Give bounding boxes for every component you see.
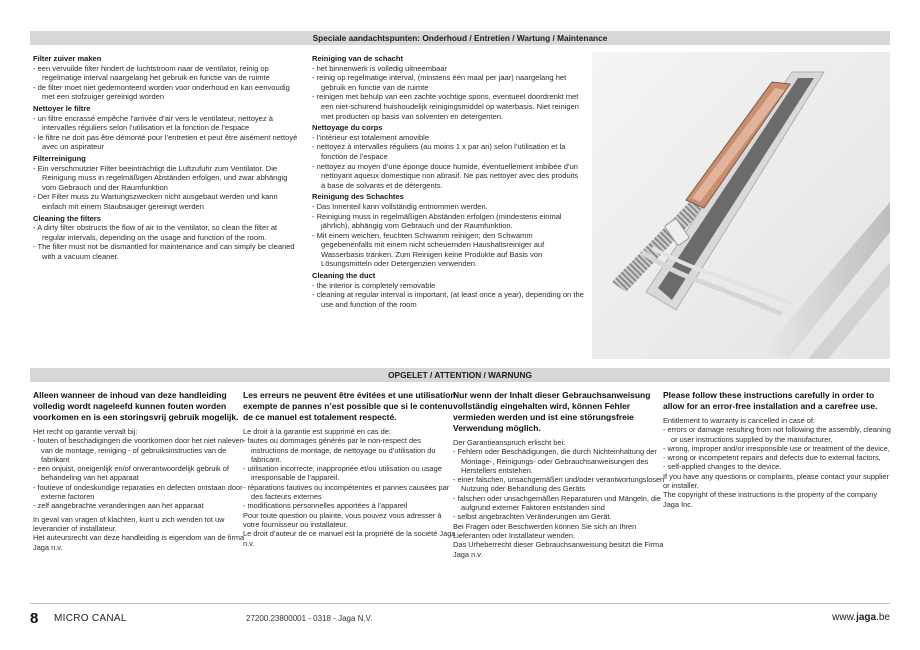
section-heading: Cleaning the duct <box>312 271 376 281</box>
list-item: - Das Innenteil kann vollständig entnommen werden. <box>312 201 488 211</box>
warning-heading: Nur wenn der Inhalt dieser Gebrauchsanweisung vollständig eingehalten wird, können Fehler vermieden werden und ist eine störungsfreie Verwendung möglich. <box>453 390 651 433</box>
list-item: - wrong or incompetent repairs and defects due to external factors, <box>663 453 881 463</box>
list-item: - reinig op regelmatige interval, (minstens één maal per jaar) naargelang het gebruik en functie van de ruimte <box>312 73 567 92</box>
contact-note: If you have any questions or complaints, please contact your supplier or installer. <box>663 471 889 491</box>
list-item: - modifications personnelles apportées à l’appareil <box>243 501 408 511</box>
site-prefix: www. <box>832 612 857 623</box>
warranty-intro: Le droit à la garantie est supprimé en cas de: <box>243 427 391 436</box>
warranty-intro: Het recht op garantie vervalt bij: <box>33 427 138 436</box>
list-item: - cleaning at regular interval is important, (at least once a year), depending on the use and function of the room <box>312 290 584 309</box>
website-link[interactable] <box>832 612 890 623</box>
section-heading: Reiniging van de schacht <box>312 54 404 63</box>
page-number: 8 <box>30 610 39 627</box>
list-item: - Ein verschmutzter Filter beeinträchtigt die Luftzufuhr zum Ventilator. Die Reinigung muss in regelmäßigen Abständen erfolgen, und zwar abhängig vom Gebrauch und der Raumfunktion <box>33 163 288 192</box>
maintenance-column-left <box>33 54 299 261</box>
list-item: - Fehlern oder Beschädigungen, die durch Nichteinhaltung der Montage-, Reinigungs- oder Gebrauchsanweisungen des Herstellers entstehen. <box>453 447 657 475</box>
list-item: - the interior is completely removable <box>312 280 436 290</box>
copyright-note: Le droit d’auteur de ce manuel est la propriété de la société Jaga n.v. <box>243 529 456 548</box>
list-item: - reinigen met behulp van een zachte vochtige spons, eventueel doordrenkt met een niet-schurend huishoudelijk reinigingsmiddel op waterbasis. Niet reinigen met producten op basis van solventen en detergenten. <box>312 92 580 121</box>
contact-note: Bei Fragen oder Beschwerden können Sie sich an Ihren Lieferanten oder Installateur wenden. <box>453 521 637 540</box>
trench-heater-photo <box>592 52 890 359</box>
warning-section-title: OPGELET / ATTENTION / WARNUNG <box>30 368 890 382</box>
list-item: - een onjuist, oneigenlijk en/of onverantwoordelijk gebruik of behandeling van het apparaat <box>33 464 229 483</box>
list-item: - le filtre ne doit pas être démonté pour l’entretien et peut être aisément nettoyé avec un aspirateur <box>33 132 298 152</box>
maintenance-column-right <box>312 54 584 309</box>
warning-heading: Please follow these instructions carefully in order to allow for an error-free installation and a carefree use. <box>663 390 878 411</box>
warning-column-nl <box>33 390 248 552</box>
warning-heading: Alleen wanneer de inhoud van deze handleiding volledig wordt nageleefd kunnen fouten worden voorkomen en is een storingsvrij gebruik mogelijk. <box>33 390 239 422</box>
list-item: - einer falschen, unsachgemäßen und/oder verantwortungslosen Nutzung oder Behandlung des Geräts <box>453 475 665 494</box>
warning-column-en <box>663 390 891 509</box>
list-item: - utilisation incorrecte, inappropriée et/ou utilisation ou usage irresponsable de l’appareil. <box>243 464 442 483</box>
site-brand: jaga <box>856 612 877 623</box>
section-heading: Filter zuiver maken <box>33 54 102 63</box>
list-item: - wrong, improper and/or irresponsible use or treatment of the device, <box>663 443 890 453</box>
copyright-note: Das Urheberrecht dieser Gebrauchsanweisung besitzt die Firma Jaga n.v. <box>453 540 664 559</box>
list-item: - Reinigung muss in regelmäßigen Abständen erfolgen (mindestens einmal jährlich), abhängig vom Gebrauch und der Raumfunktion. <box>312 211 562 231</box>
copyright-note: Het auteursrecht van deze handleiding is eigendom van de firma Jaga n.v. <box>33 533 245 552</box>
document-reference: 27200.23800001 - 0318 - Jaga N.V. <box>246 614 373 623</box>
list-item: - falschen oder unsachgemäßen Reparaturen und Mängeln, die aufgrund externer Faktoren entstanden sind <box>453 493 661 513</box>
list-item: - foutieve of ondeskundige reparaties en defecten ontstaan door externe factoren <box>33 482 243 502</box>
site-suffix: .be <box>876 612 890 623</box>
section-heading: Nettoyer le filtre <box>33 103 91 113</box>
list-item: - selbst angebrachten Veränderungen am Gerät. <box>453 512 612 522</box>
list-item: - réparations fautives ou incompétentes et pannes causées par des facteurs externes <box>243 482 450 502</box>
list-item: - l’intérieur est totalement amovible <box>312 132 430 142</box>
warning-column-fr <box>243 390 458 548</box>
product-name: MICRO CANAL <box>54 613 127 624</box>
contact-note: Pour toute question ou plainte, vous pouvez vous adresser à votre fournisseur ou installateur. <box>243 510 442 529</box>
list-item: - nettoyez à intervalles réguliers (au moins 1 x par an) selon l’utilisation et la fonction de l’espace <box>312 142 566 161</box>
section-heading: Nettoyage du corps <box>312 123 383 133</box>
maintenance-section-title: Speciale aandachtspunten: Onderhoud / Entretien / Wartung / Maintenance <box>30 31 890 45</box>
copyright-note: The copyright of these instructions is the property of the company Jaga Inc. <box>663 490 878 509</box>
list-item: - errors or damage resulting from not following the assembly, cleaning or user instructions supplied by the manufacturer, <box>663 425 891 444</box>
list-item: - Mit einem weichen, feuchten Schwamm reinigen; den Schwamm gegebenenfalls mit einem nicht scheuernden Haushaltsreiniger auf Wasserbasis tränken. Zum Reinigen keine Produkte auf Basis von Lösungsmitteln oder Detergenzien verwenden. <box>312 230 545 269</box>
list-item: - zelf aangebrachte veranderingen aan het apparaat <box>33 501 204 511</box>
list-item: - fautes ou dommages générés par le non-respect des instructions de montage, de nettoyage ou d’utilisation du fabricant. <box>243 436 436 464</box>
warning-column-de <box>453 390 668 559</box>
section-heading: Cleaning the filters <box>33 213 101 223</box>
list-item: - The filter must not be dismantled for maintenance and can simply be cleaned with a vacuum cleaner. <box>33 242 295 261</box>
list-item: - het binnenwerk is volledig uitneembaar <box>312 63 448 73</box>
list-item: - nettoyez au moyen d’une éponge douce humide, éventuellement imbibée d’un nettoyant aqueux domestique non abrasif. Ne pas nettoyer avec des produits à base de solvants et de détergents. <box>312 161 579 190</box>
list-item: - de filter moet niet gedemonteerd worden voor onderhoud en kan eenvoudig met een stofzuiger gereinigd worden <box>33 82 290 102</box>
list-item: - un filtre encrassé empêche l’arrivée d’air vers le ventilateur, nettoyez à intervalles réguliers selon l’utilisation et la fonction de l’espace <box>33 113 273 133</box>
list-item: - self-applied changes to the device. <box>663 462 782 472</box>
contact-note: In geval van vragen of klachten, kunt u zich wenden tot uw leverancier of installateur. <box>33 514 225 533</box>
section-heading: Reinigung des Schachtes <box>312 192 404 202</box>
list-item: - een vervuilde filter hindert de luchtstroom naar de ventilator, reinig op regelmatige interval naargelang het gebruik en functie van de ruimte <box>33 63 270 83</box>
warning-heading: Les erreurs ne peuvent être évitées et une utilisation exempte de pannes n’est possible que si le contenu de ce manuel est totalement respecté. <box>243 390 456 422</box>
section-heading: Filterreinigung <box>33 153 86 163</box>
list-item: - Der Filter muss zu Wartungszwecken nicht ausgebaut werden und kann einfach mit einem Staubsauger gereinigt werden <box>33 192 278 211</box>
warranty-intro: Entitlement to warranty is cancelled in case of: <box>663 416 815 425</box>
list-item: - fouten of beschadigingen die voortkomen door het niet naleven van de montage, reiniging - of gebruiksinstructies van de fabrikant <box>33 436 244 464</box>
footer-divider <box>30 603 890 604</box>
warranty-intro: Der Garantieanspruch erlischt bei: <box>453 438 566 447</box>
list-item: - A dirty filter obstructs the flow of air to the ventilator, so clean the filter at regular intervals, depending on the usage and function of the room. <box>33 223 278 242</box>
